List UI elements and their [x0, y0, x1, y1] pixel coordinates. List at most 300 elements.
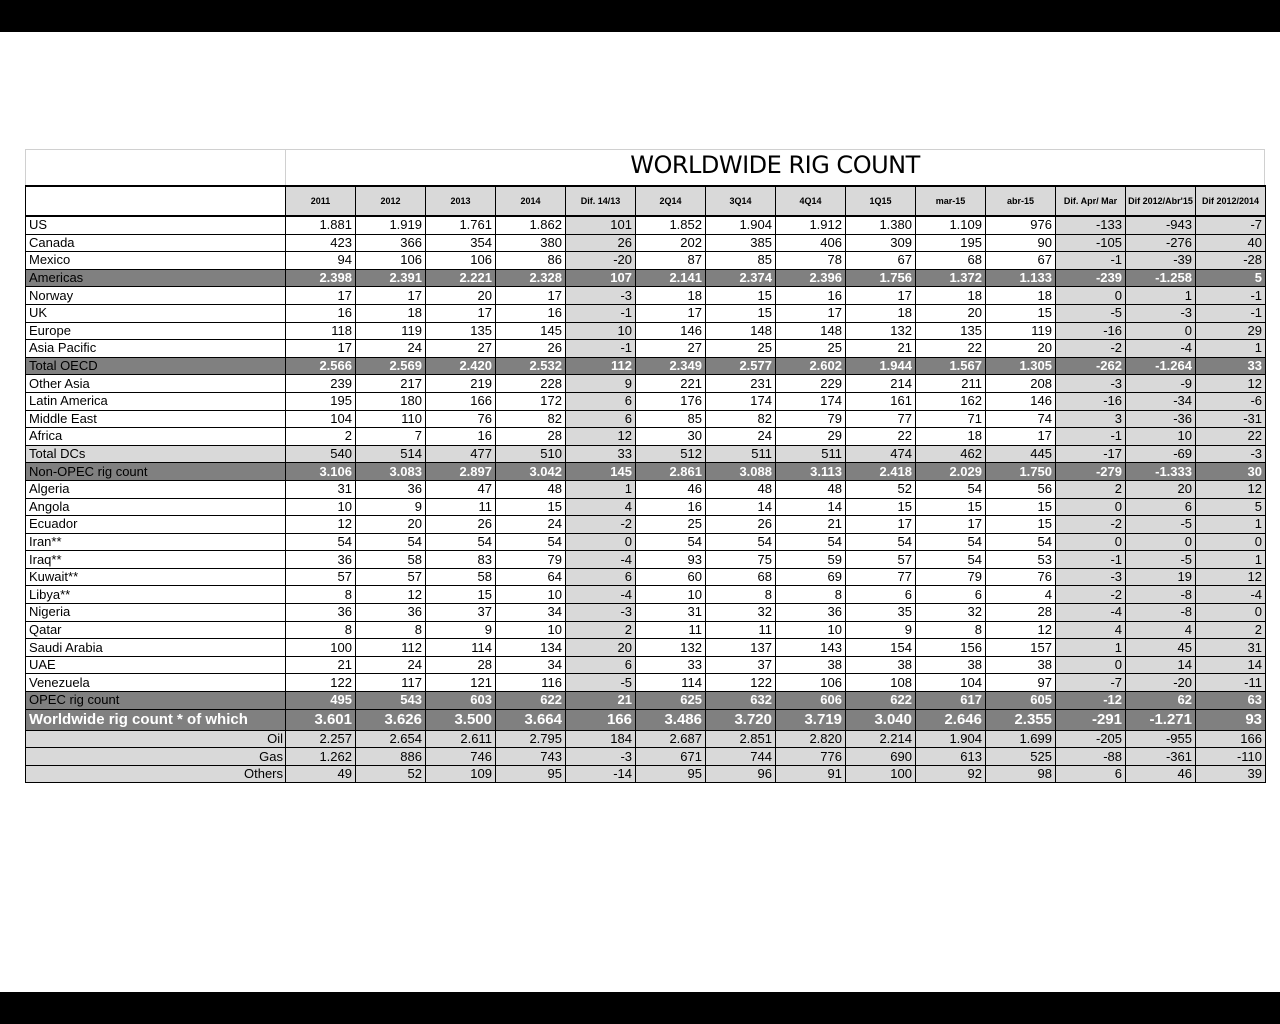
table-row [26, 730, 1266, 748]
table-cell: 219 [426, 375, 496, 393]
table-cell: 622 [496, 692, 566, 710]
table-cell: -28 [1196, 252, 1266, 270]
table-cell: 2.795 [496, 730, 566, 748]
table-cell: 1 [566, 480, 636, 498]
table-cell: 17 [286, 340, 356, 358]
table-cell: 75 [706, 551, 776, 569]
table-row [26, 340, 1266, 358]
table-cell: 48 [776, 480, 846, 498]
row-label: Middle East [26, 410, 286, 428]
table-cell: 2.355 [986, 709, 1056, 730]
table-cell: 3.601 [286, 709, 356, 730]
table-cell: 46 [636, 480, 706, 498]
table-cell: 114 [636, 674, 706, 692]
table-cell: 33 [636, 656, 706, 674]
row-label: Asia Pacific [26, 340, 286, 358]
table-cell: 511 [706, 445, 776, 463]
table-cell: 57 [356, 568, 426, 586]
table-cell: 162 [916, 392, 986, 410]
table-cell: 135 [426, 322, 496, 340]
table-cell: -1 [1056, 428, 1126, 446]
table-cell: 33 [1196, 357, 1266, 375]
table-cell: 24 [356, 340, 426, 358]
row-label: Others [26, 765, 286, 783]
table-cell: -8 [1126, 604, 1196, 622]
table-cell: 12 [1196, 568, 1266, 586]
table-cell: 2.851 [706, 730, 776, 748]
table-row [26, 375, 1266, 393]
row-label: OPEC rig count [26, 692, 286, 710]
table-cell: 85 [706, 252, 776, 270]
table-cell: 886 [356, 748, 426, 766]
table-cell: 7 [356, 428, 426, 446]
table-cell: 3.500 [426, 709, 496, 730]
table-cell: 2.897 [426, 463, 496, 481]
table-cell: 76 [426, 410, 496, 428]
table-cell: 122 [286, 674, 356, 692]
row-label: Algeria [26, 480, 286, 498]
table-cell: 4 [566, 498, 636, 516]
table-cell: 6 [566, 568, 636, 586]
table-cell: 71 [916, 410, 986, 428]
table-cell: 17 [286, 287, 356, 305]
table-cell: 2.566 [286, 357, 356, 375]
table-cell: 1 [1196, 516, 1266, 534]
table-cell: -1 [1196, 287, 1266, 305]
table-cell: 54 [776, 533, 846, 551]
table-cell: 122 [706, 674, 776, 692]
table-cell: -5 [566, 674, 636, 692]
table-cell: 10 [636, 586, 706, 604]
table-cell: 1.305 [986, 357, 1056, 375]
table-cell: 380 [496, 234, 566, 252]
table-row [26, 621, 1266, 639]
table-cell: -943 [1126, 216, 1196, 234]
table-cell: 79 [916, 568, 986, 586]
table-cell: 18 [916, 428, 986, 446]
table-cell: 60 [636, 568, 706, 586]
table-cell: 744 [706, 748, 776, 766]
row-label: Qatar [26, 621, 286, 639]
table-cell: -4 [566, 586, 636, 604]
table-cell: 166 [566, 709, 636, 730]
table-cell: 3 [1056, 410, 1126, 428]
table-cell: -2 [566, 516, 636, 534]
table-cell: 24 [356, 656, 426, 674]
table-cell: 625 [636, 692, 706, 710]
table-cell: 54 [916, 480, 986, 498]
table-cell: -105 [1056, 234, 1126, 252]
table-row [26, 765, 1266, 783]
table-row [26, 269, 1266, 287]
table-row [26, 674, 1266, 692]
table-cell: -14 [566, 765, 636, 783]
table-cell: -1.271 [1126, 709, 1196, 730]
table-cell: 12 [986, 621, 1056, 639]
table-cell: -279 [1056, 463, 1126, 481]
table-cell: 20 [356, 516, 426, 534]
table-cell: 49 [286, 765, 356, 783]
table-cell: -1.333 [1126, 463, 1196, 481]
table-cell: 8 [776, 586, 846, 604]
table-cell: 1.567 [916, 357, 986, 375]
table-cell: 18 [356, 304, 426, 322]
table-cell: 2.687 [636, 730, 706, 748]
column-header: Dif. Apr/ Mar [1056, 186, 1126, 216]
table-cell: 1.904 [916, 730, 986, 748]
table-cell: 17 [846, 287, 916, 305]
table-cell: 0 [1056, 287, 1126, 305]
table-cell: 2 [1056, 480, 1126, 498]
table-row [26, 234, 1266, 252]
table-cell: 3.106 [286, 463, 356, 481]
table-cell: 6 [566, 656, 636, 674]
table-cell: 221 [636, 375, 706, 393]
table-cell: 406 [776, 234, 846, 252]
table-cell: 605 [986, 692, 1056, 710]
table-cell: 29 [776, 428, 846, 446]
table-cell: 202 [636, 234, 706, 252]
table-cell: -12 [1056, 692, 1126, 710]
table-cell: 36 [286, 604, 356, 622]
table-cell: 3.040 [846, 709, 916, 730]
table-cell: 0 [566, 533, 636, 551]
table-cell: 67 [846, 252, 916, 270]
table-cell: 39 [1196, 765, 1266, 783]
table-cell: 1.852 [636, 216, 706, 234]
table-cell: 98 [986, 765, 1056, 783]
table-cell: -7 [1056, 674, 1126, 692]
column-header: 4Q14 [776, 186, 846, 216]
table-body [26, 216, 1266, 783]
table-cell: 27 [636, 340, 706, 358]
table-cell: 137 [706, 639, 776, 657]
table-cell: 2.611 [426, 730, 496, 748]
table-cell: 22 [846, 428, 916, 446]
table-cell: 100 [286, 639, 356, 657]
table-cell: 18 [636, 287, 706, 305]
row-label: Norway [26, 287, 286, 305]
table-cell: 617 [916, 692, 986, 710]
table-cell: -36 [1126, 410, 1196, 428]
table-cell: -205 [1056, 730, 1126, 748]
table-row [26, 392, 1266, 410]
table-cell: 86 [496, 252, 566, 270]
table-cell: 1.912 [776, 216, 846, 234]
table-cell: 18 [846, 304, 916, 322]
table-cell: 16 [426, 428, 496, 446]
table-cell: 106 [776, 674, 846, 692]
table-cell: -6 [1196, 392, 1266, 410]
table-cell: 2.654 [356, 730, 426, 748]
table-cell: 0 [1126, 322, 1196, 340]
table-cell: 24 [706, 428, 776, 446]
table-cell: 25 [776, 340, 846, 358]
table-cell: 525 [986, 748, 1056, 766]
table-cell: 632 [706, 692, 776, 710]
table-row [26, 533, 1266, 551]
table-cell: -20 [1126, 674, 1196, 692]
table-cell: 148 [706, 322, 776, 340]
table-cell: -276 [1126, 234, 1196, 252]
row-label: Oil [26, 730, 286, 748]
table-cell: 12 [356, 586, 426, 604]
table-cell: -3 [566, 748, 636, 766]
table-cell: 34 [496, 604, 566, 622]
table-row [26, 252, 1266, 270]
table-cell: 134 [496, 639, 566, 657]
table-cell: 107 [566, 269, 636, 287]
table-cell: 30 [1196, 463, 1266, 481]
table-cell: 118 [286, 322, 356, 340]
table-cell: 6 [566, 410, 636, 428]
table-cell: 104 [286, 410, 356, 428]
column-header: 1Q15 [846, 186, 916, 216]
table-cell: 15 [986, 304, 1056, 322]
table-cell: 157 [986, 639, 1056, 657]
table-cell: 67 [986, 252, 1056, 270]
table-cell: 37 [706, 656, 776, 674]
table-cell: 30 [636, 428, 706, 446]
table-cell: 132 [636, 639, 706, 657]
table-cell: 36 [286, 551, 356, 569]
table-cell: 15 [706, 304, 776, 322]
table-cell: 474 [846, 445, 916, 463]
table-cell: 462 [916, 445, 986, 463]
table-cell: 54 [916, 533, 986, 551]
table-cell: 2.141 [636, 269, 706, 287]
table-cell: 28 [426, 656, 496, 674]
table-cell: 3.664 [496, 709, 566, 730]
table-cell: 12 [1196, 480, 1266, 498]
table-cell: 54 [636, 533, 706, 551]
table-cell: 156 [916, 639, 986, 657]
table-cell: 17 [916, 516, 986, 534]
table-cell: 117 [356, 674, 426, 692]
table-cell: 26 [706, 516, 776, 534]
table-cell: 423 [286, 234, 356, 252]
table-cell: 104 [916, 674, 986, 692]
table-cell: 172 [496, 392, 566, 410]
table-cell: 58 [356, 551, 426, 569]
table-cell: 68 [916, 252, 986, 270]
table-cell: 54 [426, 533, 496, 551]
row-label: Saudi Arabia [26, 639, 286, 657]
table-cell: -955 [1126, 730, 1196, 748]
table-cell: 16 [496, 304, 566, 322]
table-cell: 143 [776, 639, 846, 657]
table-cell: 38 [986, 656, 1056, 674]
table-cell: 108 [846, 674, 916, 692]
table-cell: 82 [496, 410, 566, 428]
table-cell: 1.109 [916, 216, 986, 234]
table-cell: 6 [1056, 765, 1126, 783]
table-cell: 0 [1196, 533, 1266, 551]
table-cell: 54 [706, 533, 776, 551]
table-cell: -31 [1196, 410, 1266, 428]
table-cell: 6 [1126, 498, 1196, 516]
table-cell: 0 [1196, 604, 1266, 622]
table-cell: 95 [496, 765, 566, 783]
table-cell: 2.861 [636, 463, 706, 481]
table-cell: 8 [286, 586, 356, 604]
table-cell: 17 [776, 304, 846, 322]
table-cell: 154 [846, 639, 916, 657]
table-cell: 603 [426, 692, 496, 710]
table-cell: 2.396 [776, 269, 846, 287]
table-cell: 35 [846, 604, 916, 622]
table-cell: 354 [426, 234, 496, 252]
table-cell: 106 [426, 252, 496, 270]
table-cell: 8 [286, 621, 356, 639]
table-cell: -8 [1126, 586, 1196, 604]
table-cell: 21 [776, 516, 846, 534]
row-label: Venezuela [26, 674, 286, 692]
table-cell: 46 [1126, 765, 1196, 783]
table-cell: 92 [916, 765, 986, 783]
table-cell: -16 [1056, 392, 1126, 410]
table-cell: 3.626 [356, 709, 426, 730]
row-label: Gas [26, 748, 286, 766]
table-cell: 74 [986, 410, 1056, 428]
table-cell: 28 [986, 604, 1056, 622]
table-cell: 512 [636, 445, 706, 463]
table-cell: 2.646 [916, 709, 986, 730]
table-cell: 57 [846, 551, 916, 569]
table-cell: 40 [1196, 234, 1266, 252]
table-cell: 1.944 [846, 357, 916, 375]
table-cell: 112 [356, 639, 426, 657]
table-row [26, 748, 1266, 766]
table-cell: 9 [846, 621, 916, 639]
table-cell: 57 [286, 568, 356, 586]
table-cell: 1.750 [986, 463, 1056, 481]
table-cell: 1.919 [356, 216, 426, 234]
table-cell: 33 [566, 445, 636, 463]
table-cell: 146 [986, 392, 1056, 410]
table-cell: 28 [496, 428, 566, 446]
table-cell: -291 [1056, 709, 1126, 730]
table-cell: 14 [776, 498, 846, 516]
table-cell: 94 [286, 252, 356, 270]
table-cell: 17 [426, 304, 496, 322]
table-cell: 606 [776, 692, 846, 710]
table-cell: 148 [776, 322, 846, 340]
table-cell: 3.720 [706, 709, 776, 730]
table-cell: -4 [566, 551, 636, 569]
table-cell: -88 [1056, 748, 1126, 766]
table-cell: 17 [986, 428, 1056, 446]
table-cell: 135 [916, 322, 986, 340]
table-cell: -110 [1196, 748, 1266, 766]
row-label: Libya** [26, 586, 286, 604]
table-cell: 184 [566, 730, 636, 748]
table-cell: 54 [286, 533, 356, 551]
table-cell: 79 [496, 551, 566, 569]
table-cell: 145 [496, 322, 566, 340]
table-row [26, 656, 1266, 674]
title-row [25, 149, 1265, 185]
table-cell: 17 [496, 287, 566, 305]
table-row [26, 357, 1266, 375]
table-cell: 85 [636, 410, 706, 428]
table-cell: 18 [916, 287, 986, 305]
table-cell: 540 [286, 445, 356, 463]
table-cell: -20 [566, 252, 636, 270]
table-cell: 95 [636, 765, 706, 783]
table-cell: 20 [426, 287, 496, 305]
table-cell: 17 [846, 516, 916, 534]
table-cell: -69 [1126, 445, 1196, 463]
table-cell: 58 [426, 568, 496, 586]
table-cell: 93 [636, 551, 706, 569]
table-cell: 1 [1126, 287, 1196, 305]
table-cell: 10 [496, 586, 566, 604]
table-cell: 231 [706, 375, 776, 393]
table-row [26, 551, 1266, 569]
table-cell: 5 [1196, 498, 1266, 516]
rig-count-table [25, 185, 1266, 783]
table-cell: 15 [846, 498, 916, 516]
row-label: Worldwide rig count * of which [26, 709, 286, 730]
header-blank [26, 186, 286, 216]
table-cell: 17 [356, 287, 426, 305]
row-label: Iran** [26, 533, 286, 551]
column-header: Dif 2012/2014 [1196, 186, 1266, 216]
row-label: Total OECD [26, 357, 286, 375]
table-row [26, 428, 1266, 446]
page-title: WORLDWIDE RIG COUNT [630, 151, 920, 179]
table-row [26, 304, 1266, 322]
table-cell: 24 [496, 516, 566, 534]
table-cell: 77 [846, 410, 916, 428]
table-cell: 2.577 [706, 357, 776, 375]
table-cell: -3 [566, 604, 636, 622]
table-cell: 34 [496, 656, 566, 674]
table-row [26, 410, 1266, 428]
table-cell: 229 [776, 375, 846, 393]
table-header [26, 186, 1266, 216]
table-cell: 15 [426, 586, 496, 604]
column-header: 3Q14 [706, 186, 776, 216]
table-cell: 59 [776, 551, 846, 569]
table-cell: 1.133 [986, 269, 1056, 287]
table-cell: 0 [1056, 498, 1126, 516]
table-cell: 2.328 [496, 269, 566, 287]
row-label: Americas [26, 269, 286, 287]
table-cell: 52 [846, 480, 916, 498]
table-cell: -1.264 [1126, 357, 1196, 375]
table-cell: -3 [1126, 304, 1196, 322]
table-cell: 31 [286, 480, 356, 498]
table-cell: -5 [1056, 304, 1126, 322]
table-cell: 9 [356, 498, 426, 516]
table-cell: 3.083 [356, 463, 426, 481]
table-cell: 309 [846, 234, 916, 252]
table-cell: 31 [1196, 639, 1266, 657]
table-cell: 114 [426, 639, 496, 657]
table-cell: 12 [1196, 375, 1266, 393]
table-cell: -3 [1056, 568, 1126, 586]
table-cell: 2.221 [426, 269, 496, 287]
table-cell: 31 [636, 604, 706, 622]
letterbox-top [0, 0, 1280, 32]
table-cell: 4 [986, 586, 1056, 604]
table-cell: 2.374 [706, 269, 776, 287]
table-cell: -239 [1056, 269, 1126, 287]
table-cell: 3.486 [636, 709, 706, 730]
table-cell: 511 [776, 445, 846, 463]
